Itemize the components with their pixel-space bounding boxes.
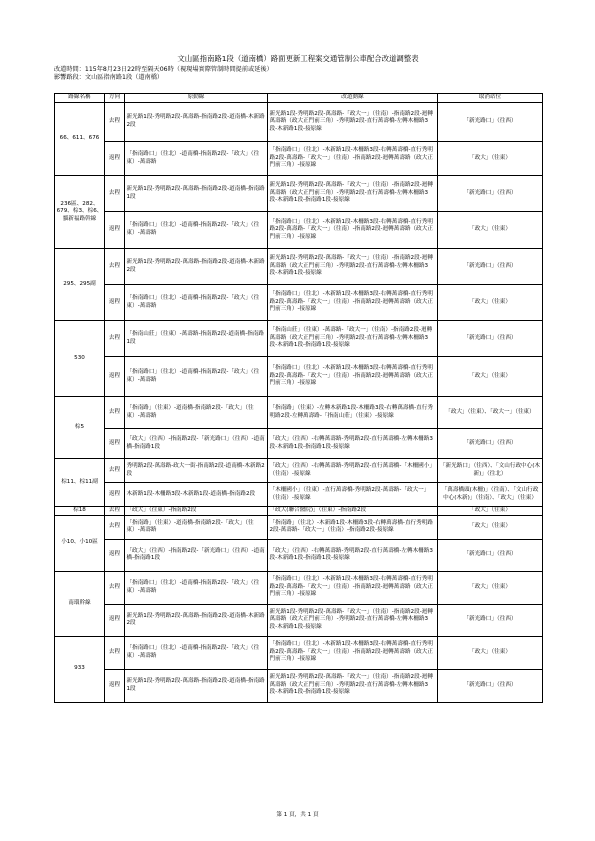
cancelled-stops-cell: 「政大」（往東）: [438, 357, 543, 397]
direction-cell: 去程: [105, 507, 125, 516]
direction-cell: 去程: [105, 636, 125, 669]
original-route-cell: 「指南路口」（往北）-道南橋-指南路2段-「政大」（往東）-萬壽路: [125, 285, 268, 321]
page-footer: 第 1 頁，共 1 頁: [276, 812, 319, 818]
detour-route-cell: 「政大」（往西）-右轉萬壽路-秀明路2段-直行萬壽橋-「木柵國小」（往南）-接原線: [268, 459, 438, 483]
original-route-cell: 「指南路」（往東）-道南橋-指南路2段-「政大」（往東）-萬壽路: [125, 515, 268, 539]
cancelled-stops-cell: 「政大」（往東）: [438, 285, 543, 321]
route-name-cell: 530: [55, 321, 105, 397]
detour-route-cell: 「木柵國小」（往東）-直行萬壽橋-秀明路2段-萬壽路-「政大一」（往南）-接原線: [268, 483, 438, 507]
original-route-cell: 新光路1段-秀明路2段-萬壽路-指南路2段-道南橋-指南路1段: [125, 176, 268, 212]
table-row: [55, 507, 543, 516]
cancelled-stops-cell: 「新光路口」（往西）: [438, 103, 543, 142]
cancelled-stops-cell: 「政大」（往東）: [438, 142, 543, 176]
table-row: [55, 357, 543, 397]
cancelled-stops-cell: 「新光路口」（往西）: [438, 669, 543, 702]
original-route-cell: 「政大」（往西）-指南路2段-「新光路口」（往西）-道南橋-指南路1段: [125, 429, 268, 459]
detour-route-cell: 新光路1段-秀明路2段-萬壽路-「政大一」（往南）-指南路2段-迴轉萬壽路（政大正門前三角）-秀明路2段-直行萬壽橋-左轉木柵路3段-木新路1段-接原線: [268, 103, 438, 142]
direction-cell: 去程: [105, 103, 125, 142]
detour-route-cell: 「指南路口」（往北）-木新路1段-木柵路3段-右轉萬壽橋-直行秀明路2段-萬壽路-「政大一」（往南）-指南路2段-迴轉萬壽路（政大正門前三角）-接原線: [268, 285, 438, 321]
direction-cell: 去程: [105, 249, 125, 285]
table-row: [55, 285, 543, 321]
cancelled-stops-cell: 「萬壽橋頭(木柵)」（往南）、「文山行政中心(木新)」（往南）、「政大」（往東）: [438, 483, 543, 507]
detour-route-cell: 「政大」（往西）-右轉萬壽路-秀明路2段-直行萬壽橋-左轉木柵路3段-木新路1段-指南路1段-接原線: [268, 539, 438, 571]
route-name-cell: 295、295副: [55, 249, 105, 321]
table-row: [55, 539, 543, 571]
detour-route-cell: 新光路1段-秀明路2段-萬壽路-「政大一」（往南）-指南路2段-迴轉萬壽路（政大正門前三角）-秀明路2段-直行萬壽橋-左轉木柵路3段-木新路1段-接原線: [268, 249, 438, 285]
original-route-cell: 「指南路口」（往北）-道南橋-指南路2段-「政大」（往東）-萬壽路: [125, 357, 268, 397]
route-name-cell: 236區、282、679、棕3、棕6、貓新福路幹線: [55, 176, 105, 249]
cancelled-stops-cell: 「新光路口」（往西）: [438, 176, 543, 212]
detour-route-cell: 「政大」（往西）-右轉萬壽路-秀明路2段-直行萬壽橋-左轉木柵路3段-木新路1段-指南路1段-接原線: [268, 429, 438, 459]
route-name-cell: 66、611、676: [55, 103, 105, 176]
cancelled-stops-cell: 「新光路口」（往西）: [438, 429, 543, 459]
direction-cell: 返程: [105, 669, 125, 702]
direction-cell: 返程: [105, 212, 125, 249]
cancelled-stops-cell: 「新光路口」（往西）、「文山行政中心(木新)」（往北）: [438, 459, 543, 483]
original-route-cell: 新光路1段-秀明路2段-萬壽路-指南路2段-道南橋-木新路2段: [125, 103, 268, 142]
document-title: 文山區指南路1段（道南橋）路面更新工程案交通管制公車配合改道調整表: [177, 54, 419, 63]
original-route-cell: 新光路1段-秀明路2段-萬壽路-指南路2段-道南橋-指南路1段: [125, 669, 268, 702]
cancelled-stops-cell: 「政大」（往東）、「政大一」（往東）: [438, 397, 543, 429]
table-row: [55, 669, 543, 702]
detour-table: [54, 93, 543, 703]
detour-route-cell: 新光路1段-秀明路2段-萬壽路-「政大一」（往南）-指南路2段-迴轉萬壽路（政大正門前三角）-秀明路2段-直行萬壽橋-左轉木柵路3段-木新路1段-接原線: [268, 604, 438, 636]
detour-route-cell: 新光路1段-秀明路2段-萬壽路-「政大一」（往南）-指南路2段-迴轉萬壽路（政大正門前三角）-秀明路2段-直行萬壽橋-左轉木柵路3段-木新路1段-指南路1段-接原線: [268, 176, 438, 212]
direction-cell: 去程: [105, 459, 125, 483]
original-route-cell: 「指南山莊」（往東）-萬壽路-指南路2段-道南橋-指南路1段: [125, 321, 268, 357]
direction-cell: 去程: [105, 176, 125, 212]
detour-route-cell: 「指南路」（往東）-左轉木新路1段-木柵路3段-右轉萬壽橋-直行秀明路2段-左轉萬壽路-「指南山莊」（往東）-接原線: [268, 397, 438, 429]
cancelled-stops-cell: 「政大」（往東）: [438, 515, 543, 539]
table-row: [55, 429, 543, 459]
original-route-cell: 新光路1段-秀明路2段-萬壽路-指南路2段-道南橋-木新路2段: [125, 249, 268, 285]
table-row: [55, 249, 543, 285]
detour-route-cell: 「指南山莊」（往東）-萬壽路-「政大一」（往南）-指南路2段-迴轉萬壽路（政大正門前三角）-秀明路2段-直行萬壽橋-左轉木柵路3段-木新路1段-指南路1段-接原線: [268, 321, 438, 357]
detour-route-cell: 「指南路」（往北）-木新路1段-木柵路3段-右轉萬壽橋-直行秀明路2段-萬壽路-「政大一」（往南）-指南路2段-接原線: [268, 515, 438, 539]
detour-route-cell: 「指南路口」（往北）-木新路1段-木柵路3段-右轉萬壽橋-直行秀明路2段-萬壽路-「政大一」（往南）-指南路2段-迴轉萬壽路（政大正門前三角）-接原線: [268, 357, 438, 397]
table-row: [55, 571, 543, 604]
header-original-route: 原動線: [125, 94, 268, 103]
direction-cell: 去程: [105, 515, 125, 539]
original-route-cell: 「指南路口」（往北）-道南橋-指南路2段-「政大」（往東）-萬壽路: [125, 636, 268, 669]
original-route-cell: 新光路1段-秀明路2段-萬壽路-指南路2段-道南橋-木新路2段: [125, 604, 268, 636]
table-row: [55, 636, 543, 669]
detour-route-cell: 新光路1段-秀明路2段-萬壽路-「政大一」（往南）-指南路2段-迴轉萬壽路（政大正門前三角）-秀明路2段-直行萬壽橋-左轉木柵路3段-木新路1段-指南路1段-接原線: [268, 669, 438, 702]
detour-route-cell: 「政大(聯合醫院)」（往東）-指南路2段: [268, 507, 438, 516]
direction-cell: 返程: [105, 483, 125, 507]
table-row: [55, 397, 543, 429]
table-row: [55, 142, 543, 176]
cancelled-stops-cell: 「政大」（往東）: [438, 571, 543, 604]
cancelled-stops-cell: 「政大」（往東）: [438, 212, 543, 249]
header-route: 路線名稱: [55, 94, 105, 103]
table-row: [55, 483, 543, 507]
table-row: [55, 103, 543, 142]
direction-cell: 返程: [105, 285, 125, 321]
table-row: [55, 321, 543, 357]
route-name-cell: 南環幹線: [55, 571, 105, 636]
table-row: [55, 604, 543, 636]
cancelled-stops-cell: 「政大」（往東）: [438, 507, 543, 516]
cancelled-stops-cell: 「政大」（往東）: [438, 636, 543, 669]
cancelled-stops-cell: 「新光路口」（往西）: [438, 249, 543, 285]
table-row: [55, 459, 543, 483]
cancelled-stops-cell: 「新光路口」（往西）: [438, 321, 543, 357]
direction-cell: 返程: [105, 604, 125, 636]
header-cancelled-stops: 取消站位: [438, 94, 543, 103]
direction-cell: 去程: [105, 397, 125, 429]
table-header-row: [55, 94, 543, 103]
direction-cell: 返程: [105, 429, 125, 459]
detour-route-cell: 「指南路口」（往北）-木新路1段-木柵路3段-右轉萬壽橋-直行秀明路2段-萬壽路-「政大一」（往南）-指南路2段-迴轉萬壽路（政大正門前三角）-接原線: [268, 571, 438, 604]
route-name-cell: 棕18: [55, 507, 105, 516]
table-row: [55, 176, 543, 212]
direction-cell: 返程: [105, 539, 125, 571]
original-route-cell: 「指南路口」（往北）-道南橋-指南路2段-「政大」（往東）-萬壽路: [125, 212, 268, 249]
table-row: [55, 212, 543, 249]
header-direction: 方向: [105, 94, 125, 103]
route-name-cell: 小10、小10區: [55, 515, 105, 571]
table-row: [55, 515, 543, 539]
direction-cell: 去程: [105, 321, 125, 357]
original-route-cell: 「政大」（往東）-指南路2段: [125, 507, 268, 516]
direction-cell: 返程: [105, 357, 125, 397]
cancelled-stops-cell: 「新光路口」（往西）: [438, 539, 543, 571]
cancelled-stops-cell: 「新光路口」（往西）: [438, 604, 543, 636]
affected-road: 影響路段：文山區指南路1段（道南橋）: [54, 74, 164, 81]
detour-route-cell: 「指南路口」（往北）-木新路1段-木柵路3段-右轉萬壽橋-直行秀明路2段-萬壽路-「政大一」（往南）-指南路2段-迴轉萬壽路（政大正門前三角）-接原線: [268, 142, 438, 176]
route-name-cell: 933: [55, 636, 105, 702]
original-route-cell: 「政大」（往西）-指南路2段-「新光路口」（往西）-道南橋-指南路1段: [125, 539, 268, 571]
header-detour-route: 改道動線: [268, 94, 438, 103]
direction-cell: 返程: [105, 142, 125, 176]
original-route-cell: 「指南路口」（往北）-道南橋-指南路2段-「政大」（往東）-萬壽路: [125, 571, 268, 604]
original-route-cell: 「指南路」（往東）-道南橋-指南路2段-「政大」（往東）-萬壽路: [125, 397, 268, 429]
detour-time: 改道時間：115年8月23日22時至隔天06時（視現場實際管制時間提前或延後）: [54, 66, 273, 73]
table-body: [55, 103, 543, 703]
original-route-cell: 「指南路口」（往北）-道南橋-指南路2段-「政大」（往東）-萬壽路: [125, 142, 268, 176]
route-name-cell: 棕11、棕11副: [55, 459, 105, 507]
original-route-cell: 秀明路2段-萬壽路-政大一街-指南路2段-道南橋-木新路2段: [125, 459, 268, 483]
direction-cell: 去程: [105, 571, 125, 604]
original-route-cell: 木新路1段-木柵路3段-木新路1段-道南橋-指南路2段: [125, 483, 268, 507]
route-name-cell: 棕5: [55, 397, 105, 459]
detour-route-cell: 「指南路口」（往北）-木新路1段-木柵路3段-右轉萬壽橋-直行秀明路2段-萬壽路-「政大一」（往南）-指南路2段-迴轉萬壽路（政大正門前三角）-接原線: [268, 636, 438, 669]
detour-route-cell: 「指南路口」（往北）-木新路1段-木柵路3段-右轉萬壽橋-直行秀明路2段-萬壽路-「政大一」（往南）-指南路2段-迴轉萬壽路（政大正門前三角）-接原線: [268, 212, 438, 249]
